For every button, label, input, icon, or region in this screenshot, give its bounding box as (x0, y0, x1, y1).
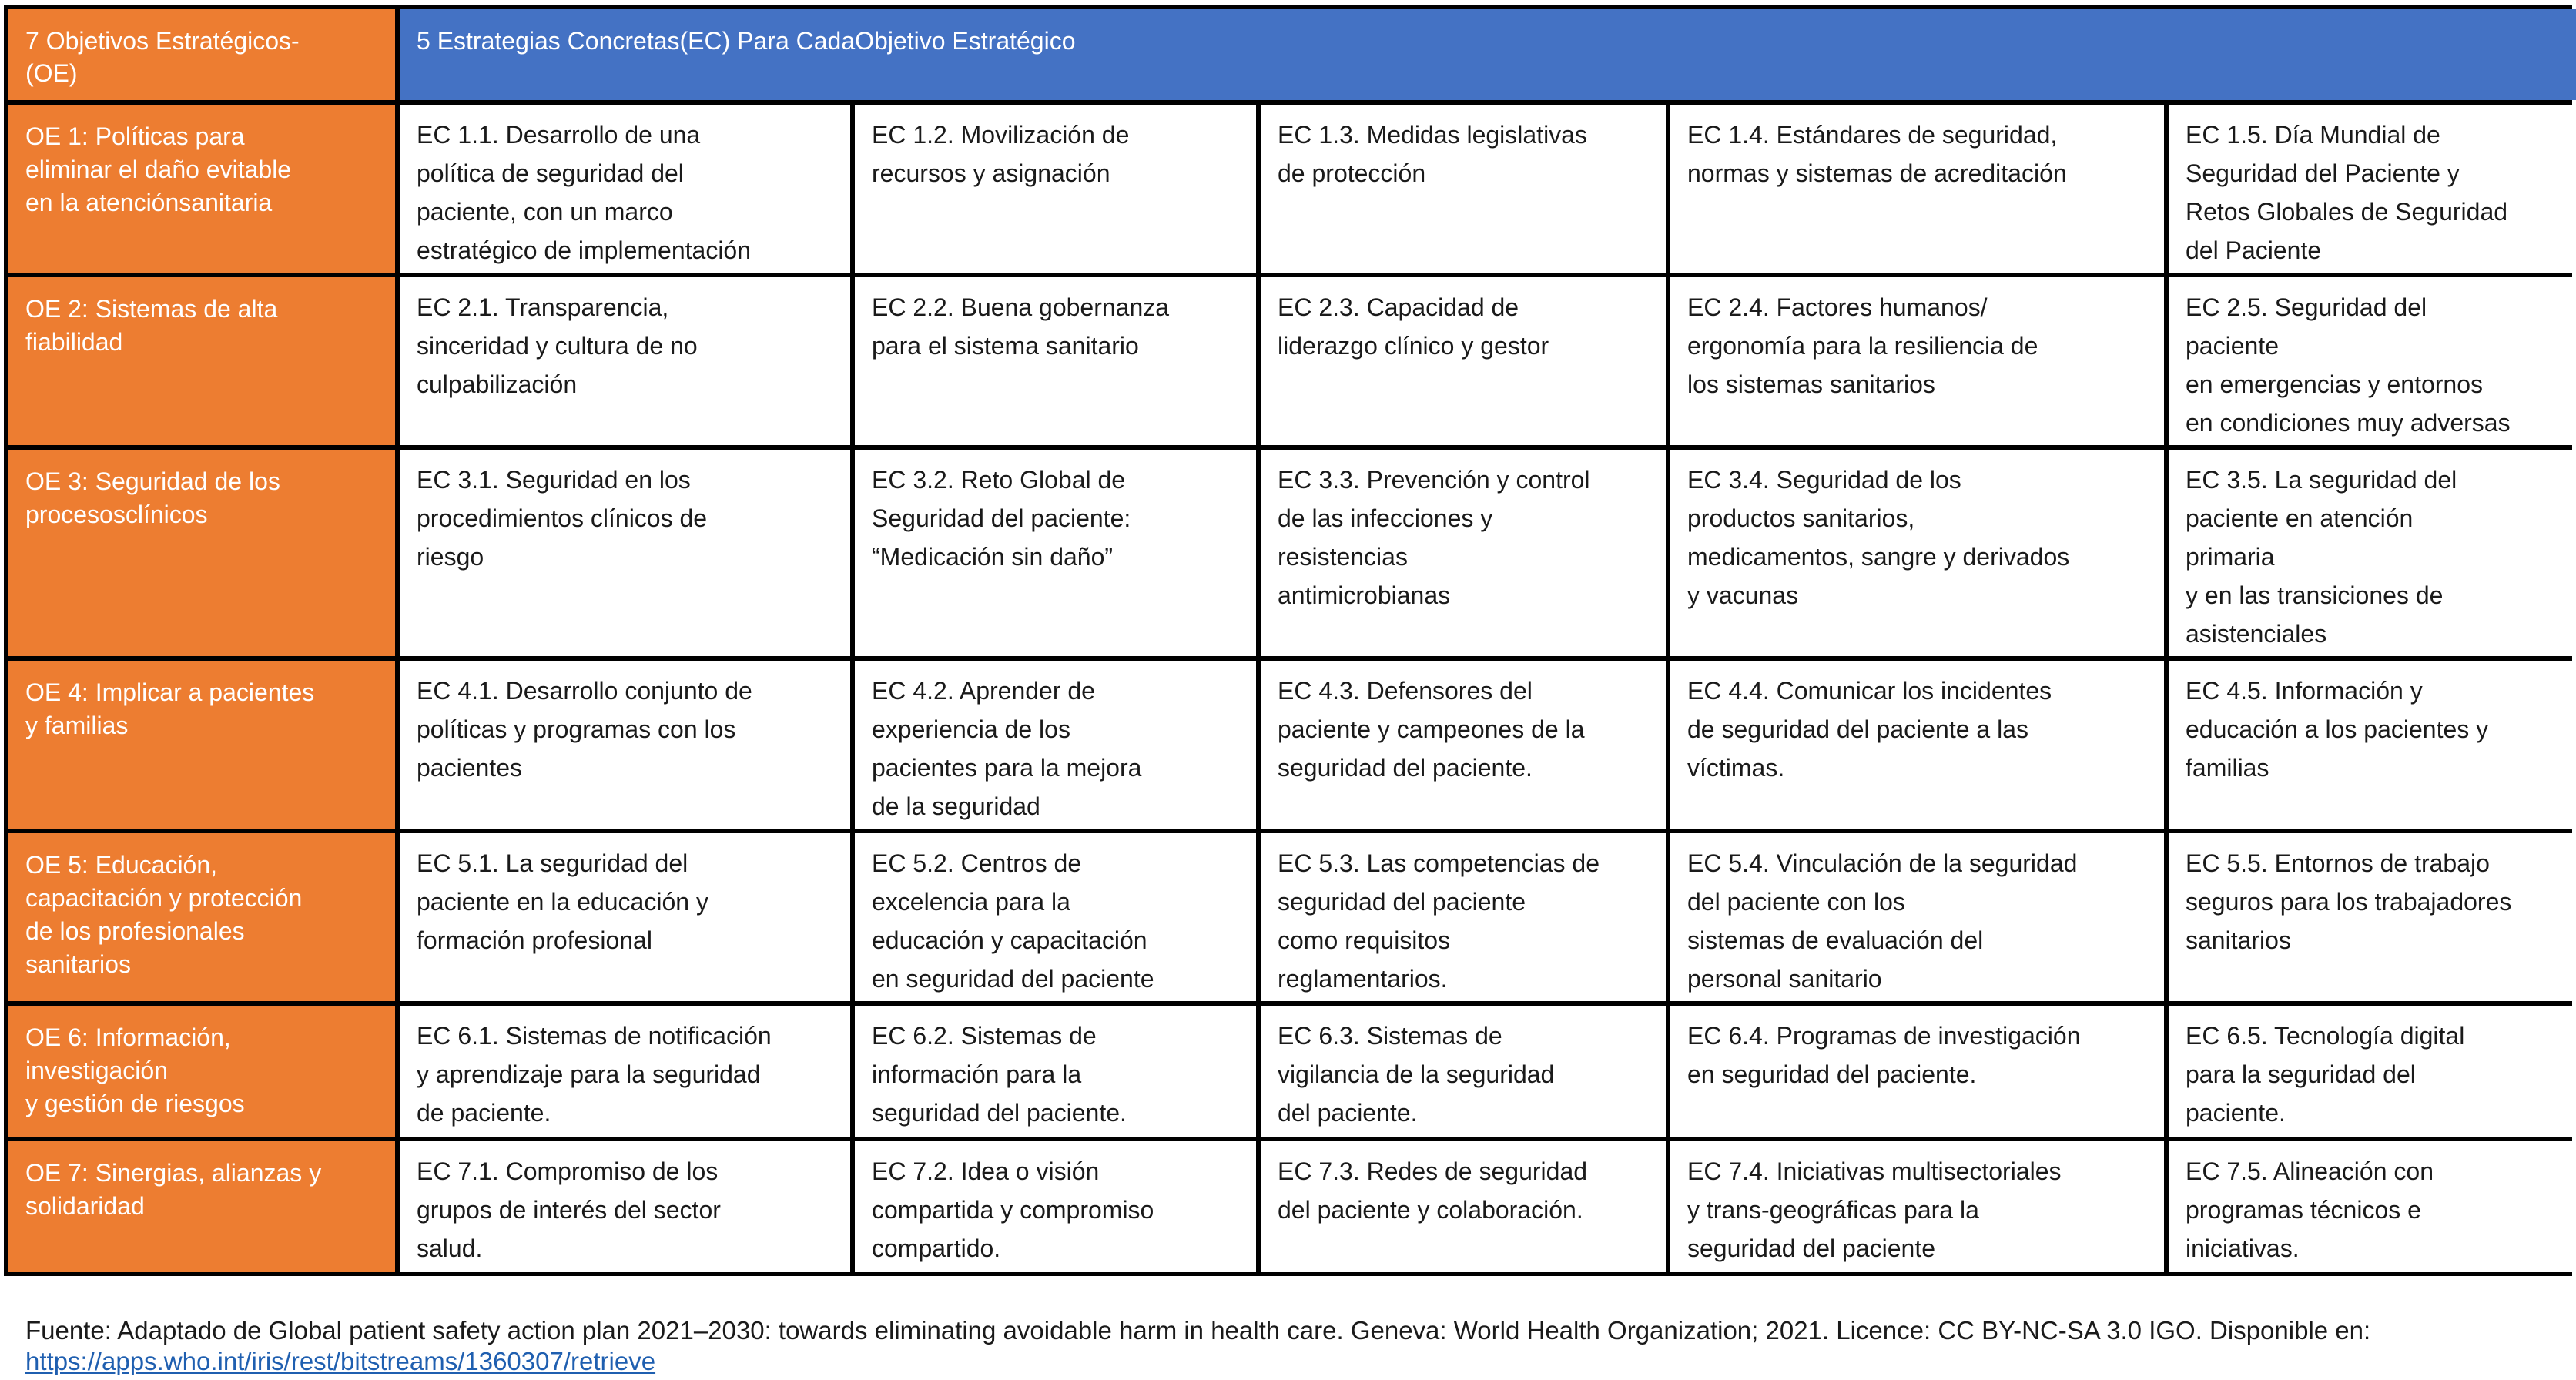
strategy-cell-7-2: EC 7.2. Idea o visión compartida y compromiso compartido. (855, 1141, 1256, 1272)
objective-cell-3 (8, 450, 395, 656)
strategy-cell-5-3: EC 5.3. Las competencias de seguridad del paciente como requisitos reglamentarios. (1261, 833, 1666, 1001)
objective-cell-5 (8, 833, 395, 1001)
strategy-cell-3-3: EC 3.3. Prevención y control de las infecciones y resistencias antimicrobianas (1261, 450, 1666, 656)
strategy-cell-1-3: EC 1.3. Medidas legislativas de protección (1261, 105, 1666, 273)
strategy-cell-1-5: EC 1.5. Día Mundial de Seguridad del Paciente y Retos Globales de Seguridad del Paciente (2169, 105, 2576, 273)
objectives-column-header: 7 Objetivos Estratégicos- (OE) (8, 9, 395, 100)
strategy-cell-6-2: EC 6.2. Sistemas de información para la seguridad del paciente. (855, 1006, 1256, 1137)
strategy-cell-4-1: EC 4.1. Desarrollo conjunto de políticas y programas con los pacientes (400, 661, 850, 829)
strategy-cell-2-2: EC 2.2. Buena gobernanza para el sistema sanitario (855, 277, 1256, 445)
strategy-cell-7-4: EC 7.4. Iniciativas multisectoriales y trans-geográficas para la seguridad del paciente (1670, 1141, 2164, 1272)
strategy-cell-5-4: EC 5.4. Vinculación de la seguridad del paciente con los sistemas de evaluación del personal sanitario (1670, 833, 2164, 1001)
strategy-cell-1-1: EC 1.1. Desarrollo de una política de seguridad del paciente, con un marco estratégico de implementación (400, 105, 850, 273)
objective-label: OE 6: Información, investigación y gestión de riesgos (25, 1023, 245, 1117)
strategy-cell-5-5: EC 5.5. Entornos de trabajo seguros para los trabajadores sanitarios (2169, 833, 2576, 1001)
strategy-cell-6-3: EC 6.3. Sistemas de vigilancia de la seguridad del paciente. (1261, 1006, 1666, 1137)
strategy-cell-3-1: EC 3.1. Seguridad en los procedimientos clínicos de riesgo (400, 450, 850, 656)
strategy-cell-6-5: EC 6.5. Tecnología digital para la seguridad del paciente. (2169, 1006, 2576, 1137)
strategy-cell-1-4: EC 1.4. Estándares de seguridad, normas y sistemas de acreditación (1670, 105, 2164, 273)
strategy-cell-2-5: EC 2.5. Seguridad del paciente en emergencias y entornos en condiciones muy adversas (2169, 277, 2576, 445)
objective-cell-2 (8, 277, 395, 445)
strategy-cell-5-2: EC 5.2. Centros de excelencia para la educación y capacitación en seguridad del paciente (855, 833, 1256, 1001)
strategy-cell-7-5: EC 7.5. Alineación con programas técnicos e iniciativas. (2169, 1141, 2576, 1272)
objective-cell-7 (8, 1141, 395, 1272)
objective-label: OE 3: Seguridad de los procesosclínicos (25, 467, 280, 528)
source-link[interactable]: https://apps.who.int/iris/rest/bitstreams/1360307/retrieve (25, 1347, 656, 1375)
strategy-cell-5-1: EC 5.1. La seguridad del paciente en la educación y formación profesional (400, 833, 850, 1001)
strategy-cell-6-4: EC 6.4. Programas de investigación en seguridad del paciente. (1670, 1006, 2164, 1137)
objective-label: OE 5: Educación, capacitación y protección de los profesionales sanitarios (25, 851, 303, 978)
strategy-cell-7-3: EC 7.3. Redes de seguridad del paciente y colaboración. (1261, 1141, 1666, 1272)
strategy-cell-4-2: EC 4.2. Aprender de experiencia de los pacientes para la mejora de la seguridad (855, 661, 1256, 829)
strategies-table (4, 5, 2572, 1276)
strategy-cell-2-1: EC 2.1. Transparencia, sinceridad y cultura de no culpabilización (400, 277, 850, 445)
strategies-column-header: 5 Estrategias Concretas(EC) Para CadaObjetivo Estratégico (400, 9, 2576, 100)
strategy-cell-4-4: EC 4.4. Comunicar los incidentes de seguridad del paciente a las víctimas. (1670, 661, 2164, 829)
strategy-cell-2-4: EC 2.4. Factores humanos/ ergonomía para la resiliencia de los sistemas sanitarios (1670, 277, 2164, 445)
strategy-cell-7-1: EC 7.1. Compromiso de los grupos de interés del sector salud. (400, 1141, 850, 1272)
source-footer (25, 1315, 2559, 1377)
source-text: Fuente: Adaptado de Global patient safety action plan 2021–2030: towards eliminating avoidable harm in health care. Geneva: World Health Organization; 2021. Licence: CC BY-NC-SA 3.0 IGO. Disponible en: (25, 1316, 2371, 1345)
objective-label: OE 4: Implicar a pacientes y familias (25, 678, 315, 739)
strategy-cell-4-3: EC 4.3. Defensores del paciente y campeones de la seguridad del paciente. (1261, 661, 1666, 829)
strategy-cell-4-5: EC 4.5. Información y educación a los pacientes y familias (2169, 661, 2576, 829)
objective-cell-6 (8, 1006, 395, 1137)
objective-label: OE 1: Políticas para eliminar el daño evitable en la atenciónsanitaria (25, 122, 292, 216)
strategy-cell-1-2: EC 1.2. Movilización de recursos y asignación (855, 105, 1256, 273)
strategy-cell-2-3: EC 2.3. Capacidad de liderazgo clínico y gestor (1261, 277, 1666, 445)
strategy-cell-3-2: EC 3.2. Reto Global de Seguridad del paciente: “Medicación sin daño” (855, 450, 1256, 656)
objective-label: OE 7: Sinergias, alianzas y solidaridad (25, 1159, 322, 1220)
objective-cell-1 (8, 105, 395, 273)
strategy-cell-3-5: EC 3.5. La seguridad del paciente en atención primaria y en las transiciones de asistenciales (2169, 450, 2576, 656)
objective-label: OE 2: Sistemas de alta fiabilidad (25, 295, 278, 356)
strategy-cell-6-1: EC 6.1. Sistemas de notificación y aprendizaje para la seguridad de paciente. (400, 1006, 850, 1137)
objective-cell-4 (8, 661, 395, 829)
strategy-cell-3-4: EC 3.4. Seguridad de los productos sanitarios, medicamentos, sangre y derivados y vacunas (1670, 450, 2164, 656)
